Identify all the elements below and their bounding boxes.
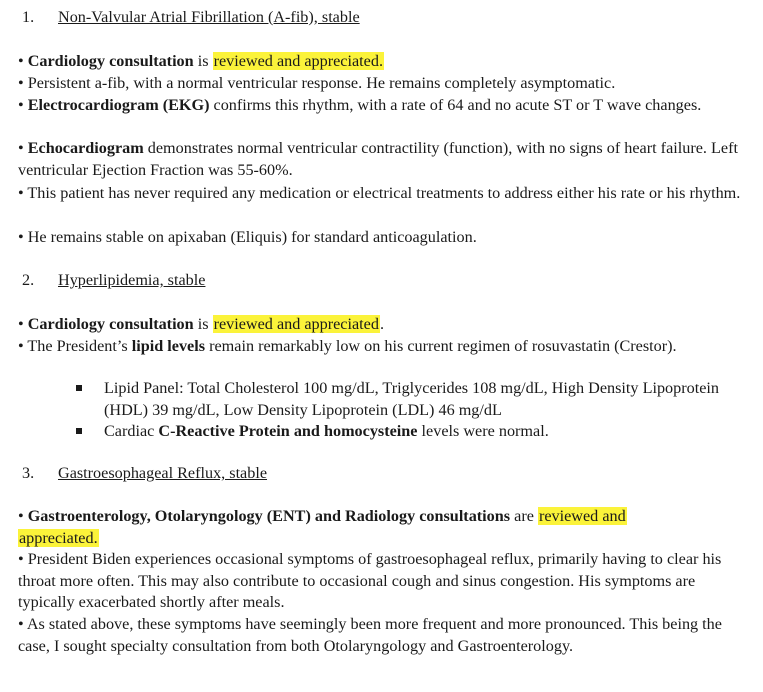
bullet-cardiology-consult-2: • Cardiology consultation is reviewed and appreciated. [18, 315, 385, 333]
section-number: 2. [22, 271, 35, 289]
sub-bullet-lipid-panel: Lipid Panel: Total Cholesterol 100 mg/dL, Triglycerides 108 mg/dL, High Density Lipoprotein (HDL) 39 mg/dL, Low Density Lipoprotein (LDL) 46 mg/dL [76, 378, 748, 421]
section-number: 3. [22, 464, 35, 482]
section-1-heading [22, 7, 360, 29]
section-title: Hyperlipidemia, stable [58, 271, 206, 289]
section-title: Non-Valvular Atrial Fibrillation (A-fib), stable [58, 8, 360, 26]
bold-term: Electrocardiogram (EKG) [27, 96, 210, 114]
bold-term: Cardiology consultation [27, 315, 194, 333]
bullet-gi-ent-consult: • Gastroenterology, Otolaryngology (ENT) and Radiology consultations are reviewed and appreciated. [18, 507, 626, 547]
highlighted-text: reviewed and appreciated. [213, 52, 384, 70]
bold-term: Cardiology consultation [27, 52, 194, 70]
bullet-persistent-afib: • Persistent a-fib, with a normal ventricular response. He remains completely asymptomatic. [18, 74, 616, 92]
section-2-heading [22, 270, 205, 292]
bullet-no-treatment: • This patient has never required any medication or electrical treatments to address either his rate or his rhythm. [18, 184, 741, 202]
bullet-echocardiogram: • Echocardiogram demonstrates normal ventricular contractility (function), with no signs of heart failure. Left ventricular Ejection Fraction was 55-60%. [18, 139, 738, 179]
bold-term: lipid levels [131, 337, 206, 355]
highlighted-text: appreciated. [19, 528, 98, 547]
square-bullet-icon [76, 428, 82, 434]
section-title: Gastroesophageal Reflux, stable [58, 464, 268, 482]
square-bullet-icon [76, 385, 82, 391]
section-number: 1. [22, 8, 35, 26]
sub-bullet-crp: Cardiac C-Reactive Protein and homocysteine levels were normal. [76, 421, 748, 443]
bullet-cardiology-consult: • Cardiology consultation is reviewed and appreciated. [18, 52, 384, 70]
bullet-reflux-symptoms: • President Biden experiences occasional symptoms of gastroesophageal reflux, primarily having to clear his throat more often. This may also contribute to occasional cough and sinus congestion. His symptoms are typically exacerbated shortly after meals. [18, 550, 722, 611]
highlighted-text: reviewed and [538, 507, 626, 525]
bold-term: C-Reactive Protein and homocysteine [158, 422, 418, 440]
bullet-specialty-consult: • As stated above, these symptoms have seemingly been more frequent and more pronounced. This being the case, I sought specialty consultation from both Otolaryngology and Gastroenterology. [18, 615, 722, 655]
bullet-ekg: • Electrocardiogram (EKG) confirms this rhythm, with a rate of 64 and no acute ST or T wave changes. [18, 96, 702, 114]
bold-term: Gastroenterology, Otolaryngology (ENT) and Radiology consultations [27, 507, 511, 525]
bullet-apixaban: • He remains stable on apixaban (Eliquis) for standard anticoagulation. [18, 228, 477, 246]
highlighted-text: reviewed and appreciated [213, 315, 379, 333]
bullet-lipid-levels: • The President’s lipid levels remain remarkably low on his current regimen of rosuvastatin (Crestor). [18, 337, 677, 355]
bold-term: Echocardiogram [27, 139, 144, 157]
section-3-heading [22, 463, 267, 485]
